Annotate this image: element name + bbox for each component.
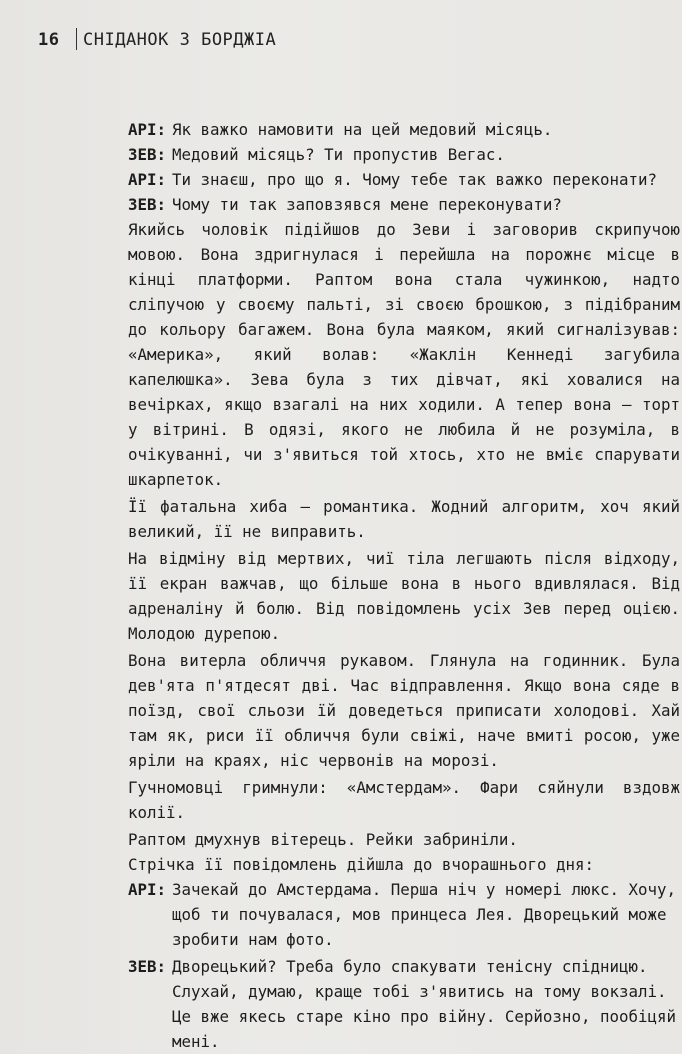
dialogue-line bbox=[128, 167, 680, 192]
speaker-label: ЗЕВ: bbox=[128, 145, 167, 164]
page-body bbox=[128, 117, 680, 1054]
paragraph: Її фатальна хиба — романтика. Жодний алгоритм, хоч який великий, її не виправить. bbox=[128, 497, 680, 541]
dialogue-text: Медовий місяць? Ти пропустив Вегас. bbox=[172, 145, 505, 164]
dialogue-text: Чому ти так заповзявся мене переконувати? bbox=[172, 195, 562, 214]
dialogue-line bbox=[128, 142, 680, 167]
dialogue-line bbox=[128, 192, 680, 217]
dialogue-text: Дворецький? Треба було спакувати тенісну спідницю. Слухай, думаю, краще тобі з'явитись на тому вокзалі. Це вже якесь старе кіно про війну. Серйозно, пообіцяй мені. bbox=[172, 957, 677, 1051]
dialogue-text: Як важко намовити на цей медовий місяць. bbox=[172, 120, 553, 139]
dialogue-line bbox=[128, 877, 680, 952]
dialogue-text: Ти знаєш, про що я. Чому тебе так важко переконати? bbox=[172, 170, 658, 189]
speaker-label: АРІ: bbox=[128, 170, 167, 189]
header-divider bbox=[76, 28, 77, 50]
speaker-label: АРІ: bbox=[128, 880, 167, 899]
paragraph: Стрічка її повідомлень дійшла до вчорашнього дня: bbox=[128, 855, 595, 874]
dialogue-text: Зачекай до Амстердама. Перша ніч у номері люкс. Хочу, щоб ти почувалася, мов принцеса Лея. Дворецький може зробити нам фото. bbox=[172, 880, 677, 949]
speaker-label: ЗЕВ: bbox=[128, 957, 167, 976]
dialogue-line bbox=[128, 954, 680, 1054]
dialogue-line bbox=[128, 117, 680, 142]
running-title: СНІДАНОК З БОРДЖІА bbox=[83, 30, 277, 50]
running-header bbox=[38, 28, 276, 50]
speaker-label: ЗЕВ: bbox=[128, 195, 167, 214]
paragraph: Гучномовці гримнули: «Амстердам». Фари сяйнули вздовж колії. bbox=[128, 778, 680, 822]
paragraph: Вона витерла обличчя рукавом. Глянула на годинник. Була дев'ята п'ятдесят дві. Час відправлення. Якщо вона сяде в поїзд, свої сльози їй доведеться приписати холодові. Хай там як, риси її обличчя були свіжі, наче вмиті росою, уже яріли на краях, ніс червонів на морозі. bbox=[128, 651, 680, 770]
speaker-label: АРІ: bbox=[128, 120, 167, 139]
page-number: 16 bbox=[38, 30, 60, 50]
paragraph: На відміну від мертвих, чиї тіла легшають після відходу, її екран важчав, що більше вона в нього вдивлялася. Від адреналіну й болю. Від повідомлень усіх Зев перед оцією. Молодою дурепою. bbox=[128, 549, 680, 643]
paragraph: Якийсь чоловік підійшов до Зеви і заговорив скрипучою мовою. Вона здригнулася і перейшла на порожнє місце в кінці платформи. Раптом вона стала чужинкою, надто сліпучою у своєму пальті, зі своєю брошкою, з підібраним до кольору багажем. Вона була маяком, який сигналізував: «Америка», який волав: «Жаклін Кеннеді загубила капелюшка». Зева була з тих дівчат, які ховалися на вечірках, якщо взагалі на них ходили. А тепер вона — торт у вітрині. В одязі, якого не любила й не розуміла, в очікуванні, чи з'явиться той хтось, хто не вміє спарувати шкарпеток. bbox=[128, 220, 680, 489]
paragraph: Раптом дмухнув вітерець. Рейки забриніли. bbox=[128, 830, 518, 849]
